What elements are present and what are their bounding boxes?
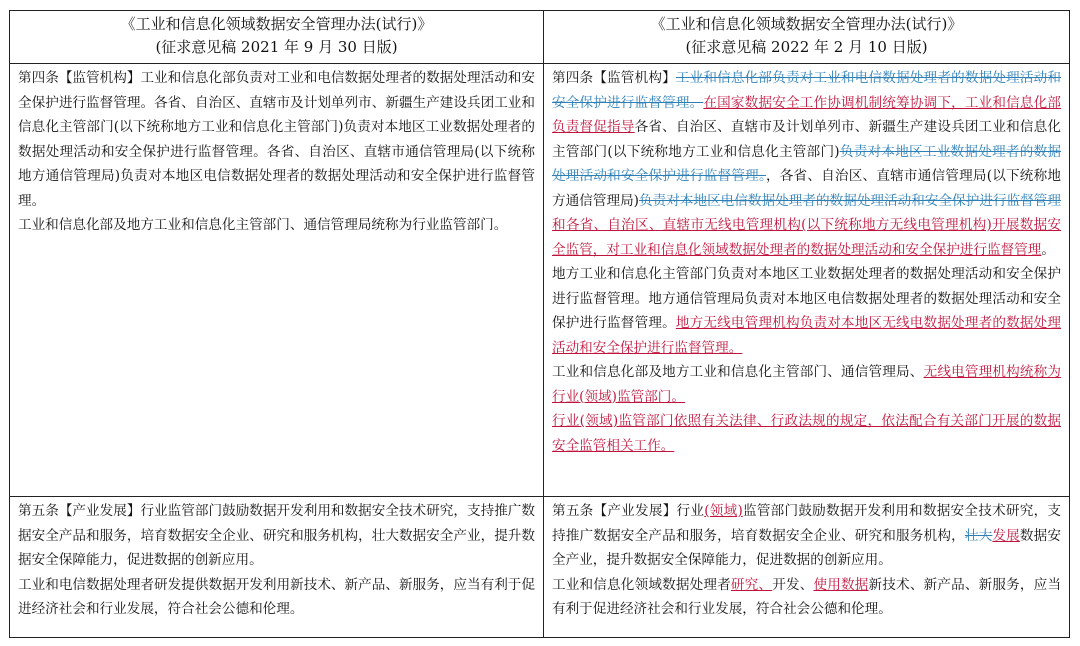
article-4-new-version bbox=[544, 64, 1070, 497]
unchanged-text: 各省、自治区、直辖市及计划单列市、新疆生产建设兵团工业和信息化主管部门(以下统称地方工业和信息化主管部门) bbox=[552, 119, 1062, 160]
inserted-text: 发展 bbox=[992, 527, 1020, 544]
article-4-old-paragraph-1: 第四条【监管机构】工业和信息化部负责对工业和电信数据处理者的数据处理活动和安全保护进行监督管理。各省、自治区、直辖市及计划单列市、新疆生产建设兵团工业和信息化主管部门(以下统称地方工业和信息化主管部门)负责对本地区工业数据处理者的数据处理活动和安全保护进行监督管理。各省、自治区、直辖市通信管理局(以下统称地方通信管理局)负责对本地区电信数据处理者的数据处理活动和安全保护进行监督管理。 bbox=[18, 70, 535, 209]
unchanged-text: 开发、 bbox=[772, 576, 814, 593]
header-row bbox=[10, 11, 1070, 64]
unchanged-text: 工业和信息化部及地方工业和信息化主管部门、通信管理局、 bbox=[552, 364, 924, 380]
article-5-row bbox=[10, 497, 1070, 638]
left-column-header bbox=[10, 11, 544, 64]
deleted-text: 负责对本地区工业数据处理者的数据处理活动和安全保护进行监督管理。 bbox=[552, 143, 1062, 184]
inserted-text: 使用数据 bbox=[813, 576, 869, 593]
deleted-text: 工业和信息化部负责对工业和电信数据处理者的数据处理活动和安全保护进行监督管理。 bbox=[552, 70, 1062, 111]
article-4-new-paragraph-1 bbox=[552, 66, 1061, 262]
unchanged-text: 数据安全产业，提升数据安全保障能力，促进数据的创新应用。 bbox=[552, 527, 1062, 568]
unchanged-text: 。 bbox=[1041, 241, 1055, 258]
article-4-new-paragraph-3 bbox=[552, 360, 1061, 409]
inserted-text: (领域) bbox=[704, 503, 743, 519]
left-header-subtitle: (征求意见稿 2021 年 9 月 30 日版) bbox=[155, 38, 398, 56]
right-header-title: 《工业和信息化领域数据安全管理办法(试行)》 bbox=[650, 15, 963, 33]
inserted-text: 和各省、自治区、直辖市无线电管理机构(以下统称地方无线电管理机构)开展数据安全监管，对工业和信息化领域数据处理者的数据处理活动和安全保护进行监督管理 bbox=[552, 217, 1061, 258]
inserted-text: 地方无线电管理机构负责对本地区无线电数据处理者的数据处理活动和安全保护进行监督管理。 bbox=[552, 315, 1062, 356]
article-5-old-paragraph-1: 第五条【产业发展】行业监管部门鼓励数据开发利用和数据安全技术研究，支持推广数据安全产品和服务，培育数据安全企业、研究和服务机构，壮大数据安全产业，提升数据安全保障能力，促进数据的创新应用。 bbox=[18, 503, 535, 568]
article-5-new-paragraph-1 bbox=[552, 499, 1061, 573]
unchanged-text: 工业和信息化领域数据处理者 bbox=[552, 576, 731, 593]
unchanged-text: ，各省、自治区、直辖市通信管理局(以下统称地方通信管理局) bbox=[552, 168, 1061, 209]
unchanged-text: 地方工业和信息化主管部门负责对本地区工业数据处理者的数据处理活动和安全保护进行监督管理。地方通信管理局负责对本地区电信数据处理者的数据处理活动和安全保护进行监督管理。 bbox=[552, 266, 1061, 331]
article-5-new-paragraph-2 bbox=[552, 573, 1061, 622]
deleted-text: 壮大 bbox=[964, 527, 993, 544]
left-header-title: 《工业和信息化领域数据安全管理办法(试行)》 bbox=[120, 15, 433, 33]
inserted-text: 无线电管理机构统称为行业(领域)监管部门。 bbox=[552, 364, 1062, 405]
inserted-text: 在国家数据安全工作协调机制统筹协调下，工业和信息化部负责督促指导 bbox=[552, 94, 1061, 135]
right-column-header bbox=[544, 11, 1070, 64]
right-header-subtitle: (征求意见稿 2022 年 2 月 10 日版) bbox=[685, 38, 928, 56]
comparison-table bbox=[9, 10, 1070, 638]
article-4-old-paragraph-2: 工业和信息化部及地方工业和信息化主管部门、通信管理局统称为行业监管部门。 bbox=[18, 217, 508, 233]
article-5-old-version bbox=[10, 497, 544, 638]
article-4-heading-text: 第四条【监管机构】 bbox=[552, 70, 676, 86]
unchanged-text: 第五条【产业发展】行业 bbox=[552, 503, 705, 519]
article-5-old-paragraph-2: 工业和电信数据处理者研发提供数据开发利用新技术、新产品、新服务，应当有利于促进经济社会和行业发展，符合社会公德和伦理。 bbox=[18, 576, 535, 617]
unchanged-text: 新技术、新产品、新服务，应当有利于促进经济社会和行业发展，符合社会公德和伦理。 bbox=[552, 576, 1062, 617]
article-4-new-paragraph-2 bbox=[552, 262, 1061, 360]
article-4-row bbox=[10, 64, 1070, 497]
article-4-new-paragraph-4 bbox=[552, 409, 1061, 458]
inserted-text: 行业(领域)监管部门依照有关法律、行政法规的规定，依法配合有关部门开展的数据安全监管相关工作。 bbox=[552, 413, 1061, 454]
article-4-old-version bbox=[10, 64, 544, 497]
unchanged-text: 监管部门鼓励数据开发利用和数据安全技术研究，支持推广数据安全产品和服务，培育数据安全企业、研究和服务机构， bbox=[552, 503, 1062, 544]
article-5-new-version bbox=[544, 497, 1070, 638]
inserted-text: 研究、 bbox=[730, 576, 773, 593]
deleted-text: 负责对本地区电信数据处理者的数据处理活动和安全保护进行监督管理 bbox=[638, 192, 1061, 209]
